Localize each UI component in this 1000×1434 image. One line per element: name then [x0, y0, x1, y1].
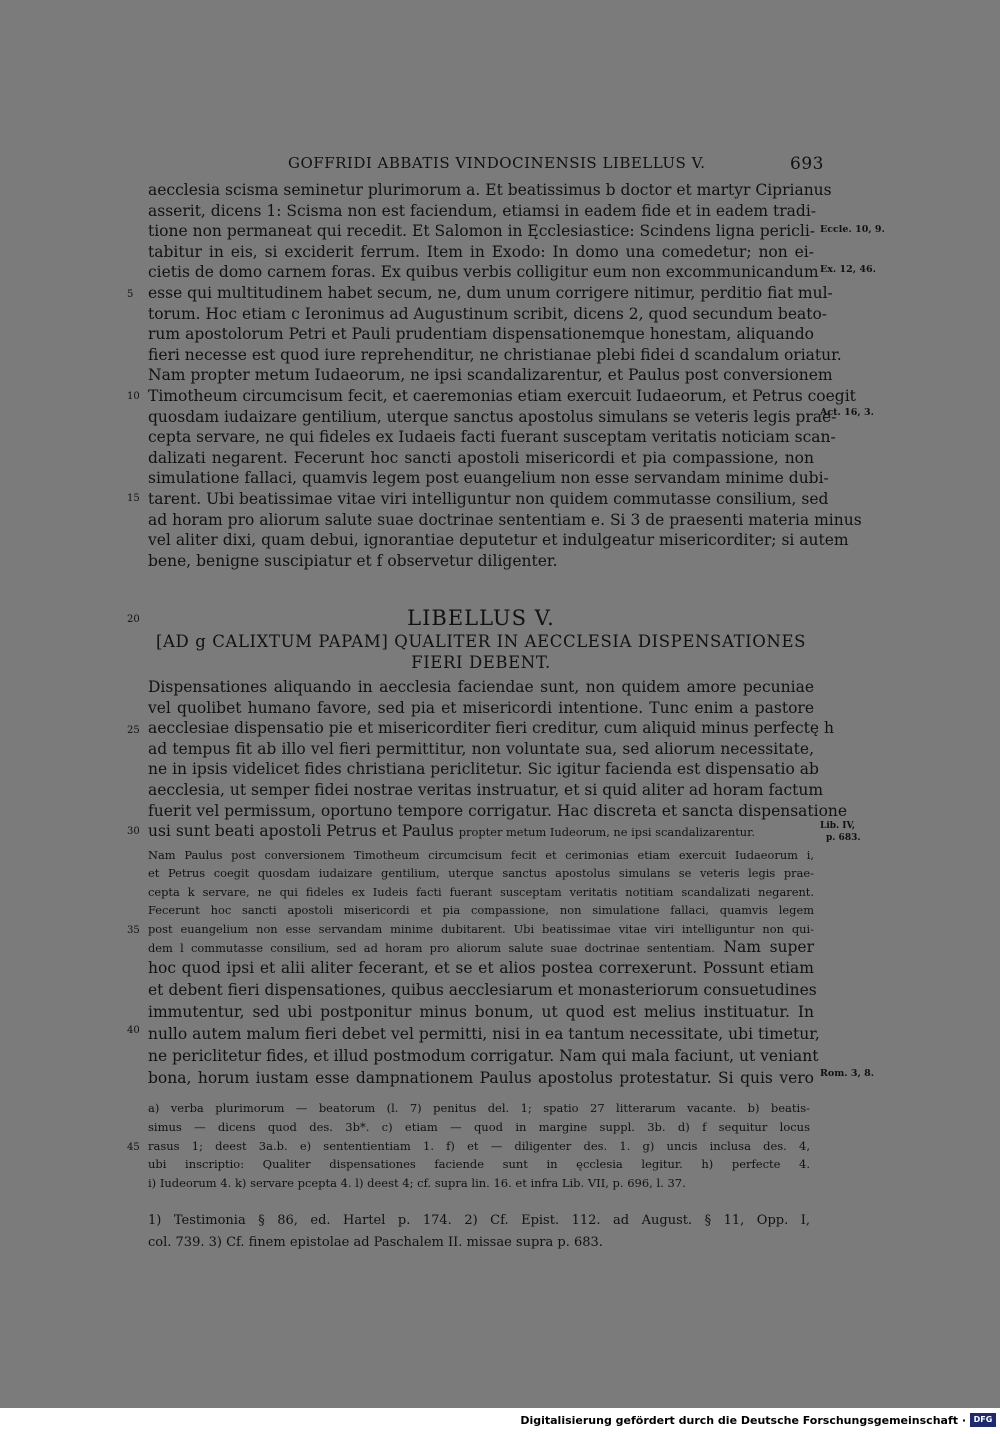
text-line: hoc quod ipsi et alii aliter fecerant, et se et alios postea correxerunt. Possunt etiam — [148, 959, 814, 977]
mixed-line-small: propter metum Iudeorum, ne ipsi scandalizarentur. — [458, 825, 755, 839]
text-line: vel quolibet humano favore, sed pia et misericordi intentione. Tunc enim a pastore — [148, 698, 814, 717]
text-line: esse qui multitudinem habet secum, ne, dum unum corrigere nitimur, perditio fiat mul- — [148, 284, 833, 302]
text-line: Timotheum circumcisum fecit, et caeremonias etiam exercuit Iudaeorum, et Petrus coegit — [148, 387, 856, 405]
apparatus-line: rasus 1; deest 3a.b. e) sententientiam 1. f) et — diligenter des. 1. g) uncis inclusa des. 4, — [148, 1138, 810, 1153]
margin-ref-act: Act. 16, 3. — [820, 407, 874, 418]
text-line: Dispensationes aliquando in aecclesia faciendae sunt, non quidem amore pecuniae — [148, 678, 814, 696]
small-text-line: et Petrus coegit quosdam iudaizare gentilium, uterque sanctus apostolus simulans se veteris legis prae- — [148, 866, 814, 881]
text-line: ad horam pro aliorum salute suae doctrinae sententiam e. Si 3 de praesenti materia minus — [148, 510, 862, 529]
line-number: 25 — [127, 725, 140, 736]
margin-ref-eccle: Eccle. 10, 9. — [820, 224, 885, 235]
dfg-logo: DFG — [970, 1413, 996, 1427]
text-line: fieri necesse est quod iure reprehenditur, ne christianae plebi fidei d scandalum oriatur. — [148, 345, 842, 364]
line-number: 35 — [127, 925, 140, 936]
text-line: ne periclitetur fides, et illud postmodum corrigatur. Nam qui mala faciunt, ut veniant — [148, 1047, 819, 1065]
text-line: asserit, dicens 1: Scisma non est faciendum, etiamsi in eadem fide et in eadem tradi- — [148, 201, 817, 220]
section-title: LIBELLUS V. — [407, 606, 555, 630]
running-title: GOFFRIDI ABBATIS VINDOCINENSIS LIBELLUS V. — [288, 154, 706, 172]
line-number: 30 — [127, 826, 140, 837]
text-line: vel aliter dixi, quam debui, ignorantiae deputetur et indulgeatur misericorditer; si autem — [148, 531, 849, 550]
text-line: simulatione fallaci, quamvis legem post euangelium non esse servandam minime dubi- — [148, 469, 829, 488]
page-number: 693 — [790, 154, 824, 174]
line-number: 40 — [127, 1025, 140, 1036]
text-line: immutentur, sed ubi postponitur minus bonum, ut quod est melius instituatur. In — [148, 1003, 814, 1021]
section-subtitle-2: FIERI DEBENT. — [411, 653, 551, 672]
text-line: aecclesiae dispensatio pie et misericorditer fieri creditur, cum aliquid minus perfectę h — [148, 719, 834, 738]
margin-ref-lib-page: p. 683. — [826, 833, 861, 843]
line-number: 5 — [127, 289, 134, 300]
text-line: ne in ipsis videlicet fides christiana periclitetur. Sic igitur facienda est dispensatio ab — [148, 760, 819, 779]
line-number: 15 — [127, 493, 140, 504]
text-line: aecclesia, ut semper fidei nostrae veritas instruatur, et si quid aliter ad horam factum — [148, 781, 824, 799]
text-line: dalizati negarent. Fecerunt hoc sancti apostoli misericordi et pia compassione, non — [148, 448, 814, 467]
text-line: quosdam iudaizare gentilium, uterque sanctus apostolus simulans se veteris legis prae- — [148, 407, 837, 426]
apparatus-line: i) Iudeorum 4. k) servare pcepta 4. l) deest 4; cf. supra lin. 16. et infra Lib. VII, p. 696, l. 37. — [148, 1176, 686, 1191]
text-line: Nam propter metum Iudaeorum, ne ipsi scandalizarentur, et Paulus post conversionem — [148, 366, 833, 385]
mixed-line2-small: dem l commutasse consilium, sed ad horam pro aliorum salute suae doctrinae sententiam. — [148, 941, 715, 955]
text-line: rum apostolorum Petri et Pauli prudentiam dispensationemque honestam, aliquando — [148, 325, 814, 344]
text-line: et debent fieri dispensationes, quibus aecclesiarum et monasteriorum consuetudines — [148, 981, 817, 999]
footer-text: Digitalisierung gefördert durch die Deutsche Forschungsgemeinschaft · — [520, 1414, 966, 1427]
small-text-line: post euangelium non esse servandam minime dubitarent. Ubi beatissimae vitae viri intelliguntur non qui- — [148, 921, 814, 936]
section-subtitle: [AD g CALIXTUM PAPAM] QUALITER IN AECCLESIA DISPENSATIONES — [155, 632, 807, 651]
mixed-line-2 — [148, 937, 814, 958]
line-number: 10 — [127, 391, 140, 402]
line-number: 45 — [127, 1142, 140, 1153]
text-line: tabitur in eis, si exciderit ferrum. Item in Exodo: In domo una comedetur; non ei- — [148, 242, 814, 261]
margin-ref-rom: Rom. 3, 8. — [820, 1068, 875, 1079]
text-line: aecclesia scisma seminetur plurimorum a. Et beatissimus b doctor et martyr Ciprianus — [148, 181, 832, 199]
text-line: cietis de domo carnem foras. Ex quibus verbis colligitur eum non excommunicandum — [148, 263, 819, 282]
text-line: tione non permaneat qui recedit. Et Salomon in Ęcclesiastice: Scindens ligna pericli- — [148, 222, 816, 241]
digitization-footer — [0, 1408, 1000, 1434]
line-number: 20 — [127, 614, 140, 625]
mixed-line2-large: Nam super — [723, 938, 815, 956]
apparatus-line: simus — dicens quod des. 3b*. c) etiam — quod in margine suppl. 3b. d) f sequitur locus — [148, 1119, 810, 1134]
source-note-line: 1) Testimonia § 86, ed. Hartel p. 174. 2) Cf. Epist. 112. ad August. § 11, Opp. I, — [148, 1213, 810, 1228]
text-line: bona, horum iustam esse dampnationem Paulus apostolus protestatur. Si quis vero — [148, 1069, 814, 1087]
apparatus-line: a) verba plurimorum — beatorum (l. 7) penitus del. 1; spatio 27 litterarum vacante. b) beatis- — [148, 1101, 810, 1115]
small-text-line: cepta k servare, ne qui fideles ex Iudeis facti fuerant susceptam veritatis notitiam scandalizati negarent. — [148, 884, 814, 899]
apparatus-line: ubi inscriptio: Qualiter dispensationes faciende sunt in ęcclesia legitur. h) perfecte 4. — [148, 1157, 810, 1172]
text-line: bene, benigne suscipiatur et f observetur diligenter. — [148, 551, 558, 570]
small-text-line: Nam Paulus post conversionem Timotheum circumcisum fecit et cerimonias etiam exercuit Iudaeorum i, — [148, 848, 814, 862]
running-header — [0, 154, 1000, 176]
source-note-line: col. 739. 3) Cf. finem epistolae ad Paschalem II. missae supra p. 683. — [148, 1235, 603, 1250]
text-line: tarent. Ubi beatissimae vitae viri intelliguntur non quidem commutasse consilium, sed — [148, 490, 829, 508]
text-line: cepta servare, ne qui fideles ex Iudaeis facti fuerant susceptam veritatis noticiam scan- — [148, 428, 836, 447]
margin-ref-lib: Lib. IV, — [820, 821, 856, 831]
small-text-line: Fecerunt hoc sancti apostoli misericordi et pia compassione, non simulatione fallaci, quamvis legem — [148, 903, 814, 918]
mixed-line-large: usi sunt beati apostoli Petrus et Paulus — [148, 822, 454, 840]
text-line: nullo autem malum fieri debet vel permitti, nisi in ea tantum necessitate, ubi timetur, — [148, 1025, 820, 1043]
mixed-line — [148, 821, 814, 842]
text-line: ad tempus fit ab illo vel fieri permittitur, non voluntate sua, sed aliorum necessitate, — [148, 739, 814, 758]
text-line: fuerit vel permissum, oportuno tempore corrigatur. Hac discreta et sancta dispensatione — [148, 801, 848, 820]
margin-ref-ex: Ex. 12, 46. — [820, 264, 876, 275]
text-line: torum. Hoc etiam c Ieronimus ad Augustinum scribit, dicens 2, quod secundum beato- — [148, 304, 828, 323]
